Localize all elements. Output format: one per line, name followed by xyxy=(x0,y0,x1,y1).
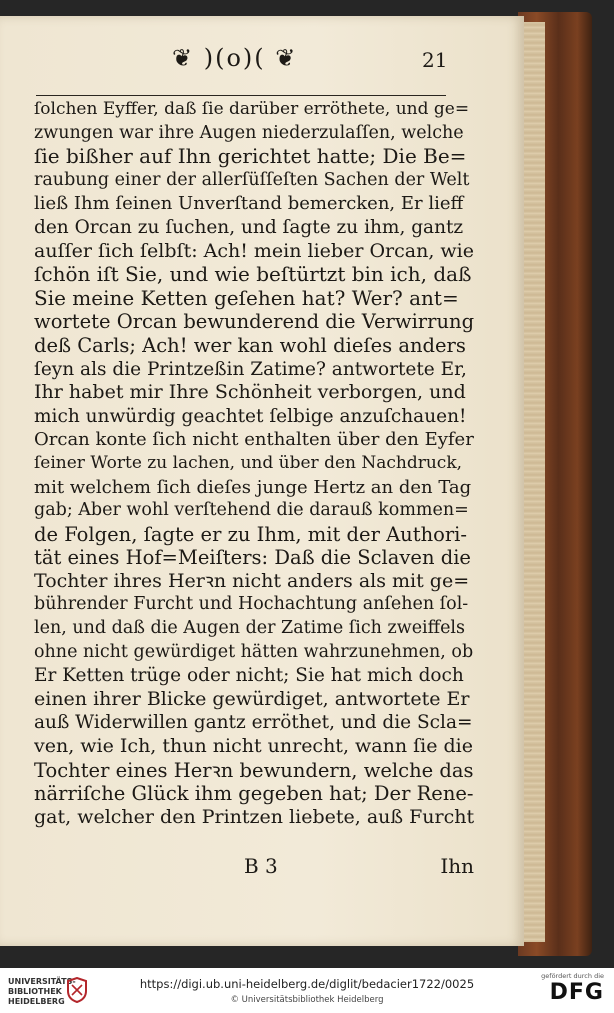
body-text xyxy=(34,98,474,829)
dfg-wordmark: DFG xyxy=(549,980,604,1005)
viewer-footer xyxy=(0,968,614,1013)
text-line: wortete Orcan bewunderend die Verwirrung xyxy=(34,310,474,334)
header-rule xyxy=(36,95,446,96)
text-line: len, und daß die Augen der Zatime ſich zweiffels xyxy=(34,618,466,639)
dfg-logo[interactable] xyxy=(534,972,604,1010)
text-line: Ihr habet mir Ihre Schönheit verborgen, und xyxy=(34,381,466,404)
source-url-link[interactable]: https://digi.ub.uni-heidelberg.de/diglit/bedacier1722/0025 xyxy=(139,977,475,991)
catchword: Ihn xyxy=(440,854,474,878)
signature-mark: B 3 xyxy=(244,854,278,878)
text-line: mit welchem ſich dieſes junge Hertz an den Tag xyxy=(34,476,472,498)
text-line: ſeyn als die Printzeßin Zatime? antwortete Er, xyxy=(34,358,467,380)
book-page xyxy=(0,16,524,946)
text-line: de Folgen, ſagte er zu Ihm, mit der Authori- xyxy=(34,522,468,546)
page-number: 21 xyxy=(422,48,448,72)
text-line: ven, wie Ich, thun nicht unrecht, wann ſie die xyxy=(34,735,474,758)
text-line: deß Carls; Ach! wer kan wohl dieſes anders xyxy=(34,333,466,357)
logo-text-line1: UNIVERSITÄTS- xyxy=(8,977,76,986)
text-line: Er Ketten trüge oder nicht; Sie hat mich doch xyxy=(34,665,464,687)
text-line: einen ihrer Blicke gewürdiget, antwortete Er xyxy=(34,687,470,710)
text-line: zwungen war ihre Augen niederzulaſſen, welche xyxy=(34,122,464,143)
text-line: gat, welcher den Printzen liebete, auß Furcht xyxy=(34,805,474,828)
text-line: mich unwürdig geachtet ſelbige anzuſchauen! xyxy=(34,405,467,427)
text-line: närriſche Glück ihm gegeben hat; Der Rene- xyxy=(34,782,474,806)
text-line: auß Widerwillen gantz erröthet, und die Scla= xyxy=(34,712,473,734)
text-line: ſie bißher auf Ihn gerichtet hatte; Die Be= xyxy=(34,145,467,169)
text-line: Orcan konte ſich nicht enthalten über den Eyfer xyxy=(34,429,474,451)
text-line: tät eines Hof=Meiſters: Daß die Sclaven die xyxy=(34,546,471,570)
dfg-funded-text: gefördert durch die xyxy=(541,972,604,980)
header-ornament: ❦ )(o)( ❦ xyxy=(172,44,298,72)
text-line: auſſer ſich ſelbſt: Ach! mein lieber Orcan, wie xyxy=(34,239,474,262)
text-line: ohne nicht gewürdiget hätten wahrzunehmen, ob xyxy=(34,641,474,662)
text-line: Sie meine Ketten geſehen hat? Wer? ant= xyxy=(34,286,459,310)
text-line: Tochter eines Herꝛn bewundern, welche das xyxy=(34,758,474,782)
text-line: ließ Ihm ſeinen Unverſtand bemercken, Er lieff xyxy=(34,193,464,215)
text-line: ſeiner Worte zu lachen, und über den Nachdruck, xyxy=(34,452,463,473)
logo-text-line2: BIBLIOTHEK xyxy=(8,987,62,996)
text-line: ſolchen Eyffer, daß ſie darüber erröthete, und ge= xyxy=(34,99,470,119)
page-header xyxy=(24,44,448,84)
logo-text-line3: HEIDELBERG xyxy=(8,997,65,1006)
page-footer-line xyxy=(34,854,474,882)
text-line: ſchön iſt Sie, und wie beſtürtzt bin ich, daß xyxy=(34,263,472,287)
text-line: Tochter ihres Herꝛn nicht anders als mit ge= xyxy=(34,569,470,592)
text-line: bührender Furcht und Hochachtung anſehen ſol- xyxy=(34,594,469,615)
copyright-notice: © Universitätsbibliothek Heidelberg xyxy=(230,995,384,1005)
text-line: gab; Aber wohl verſtehend die darauß kommen= xyxy=(34,500,469,521)
text-line: den Orcan zu ſuchen, und ſagte zu ihm, gantz xyxy=(34,216,464,238)
text-line: raubung einer der allerſüſſeſten Sachen der Welt xyxy=(34,169,470,190)
